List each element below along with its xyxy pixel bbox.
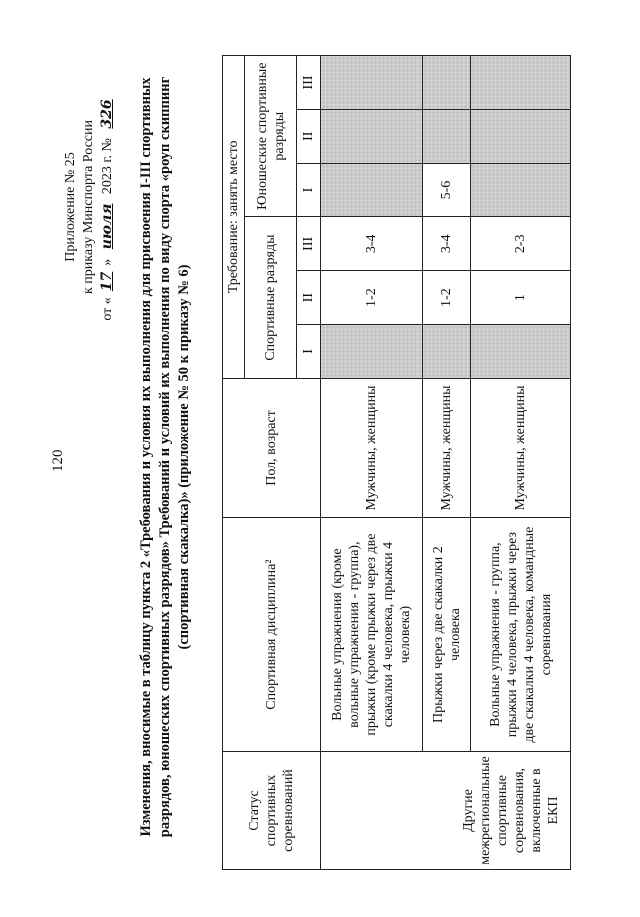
annex-title: Приложение № 25 <box>63 152 78 262</box>
value-cell <box>321 163 423 217</box>
header-status: Статус спортивных соревнований <box>223 752 321 870</box>
discipline-cell: Прыжки через две скакалки 2 человека <box>423 518 471 752</box>
header-rank-iii: III <box>297 217 321 271</box>
handwritten-day: 17 <box>99 271 115 292</box>
annex-header <box>62 57 117 357</box>
header-rank-ii: II <box>297 271 321 325</box>
header-row-1 <box>223 56 245 870</box>
value-cell: 3-4 <box>423 217 471 271</box>
annex-date-line <box>98 57 117 357</box>
date-prefix: от « <box>100 297 115 321</box>
value-cell <box>471 163 571 217</box>
header-discipline: Спортивная дисциплина² <box>223 518 321 752</box>
gender-cell: Мужчины, женщины <box>471 378 571 517</box>
value-cell: 1 <box>471 271 571 325</box>
date-mid: » <box>100 258 115 266</box>
header-youth-rank-ii: II <box>297 109 321 163</box>
page-number: 120 <box>50 449 66 472</box>
header-youth-ranks: Юношеские спортивные разряды <box>245 56 297 217</box>
annex-order-ref: к приказу Минспорта России <box>81 120 96 294</box>
document-title: Изменения, вносимые в таблицу пункта 2 «Требования и условия их выполнения для присвоения I-III спортивных разрядов, юношеских спортивных разрядов» Требований и условий их выполнения по виду спорта «роуп скиппинг (спортивная скакалка)» (приложение № 50 к приказу № 6) <box>138 76 192 838</box>
value-cell <box>423 56 471 110</box>
value-cell <box>423 109 471 163</box>
value-cell: 5-6 <box>423 163 471 217</box>
gender-cell: Мужчины, женщины <box>423 378 471 517</box>
discipline-cell: Вольные упражнения (кроме вольные упражнения - группа), прыжки (кроме прыжки через две скакалки 4 человека, прыжки 4 человека) <box>321 518 423 752</box>
value-cell <box>423 325 471 379</box>
value-cell <box>471 109 571 163</box>
header-requirement: Требование: занять место <box>223 56 245 379</box>
header-youth-rank-iii: III <box>297 56 321 110</box>
value-cell <box>321 325 423 379</box>
handwritten-order-number: 326 <box>99 99 115 129</box>
value-cell: 1-2 <box>423 271 471 325</box>
status-cell: Другие межрегиональные спортивные соревнования, включенные в ЕКП <box>321 752 571 870</box>
year-text: 2023 г. № <box>100 138 115 195</box>
value-cell: 2-3 <box>471 217 571 271</box>
value-cell: 1-2 <box>321 271 423 325</box>
value-cell <box>471 325 571 379</box>
handwritten-month: июля <box>99 203 115 250</box>
header-rank-i: I <box>297 325 321 379</box>
header-sport-ranks: Спортивные разряды <box>245 217 297 378</box>
header-gender-age: Пол, возраст <box>223 378 321 517</box>
value-cell <box>321 109 423 163</box>
value-cell <box>321 56 423 110</box>
table-row <box>423 56 471 870</box>
value-cell: 3-4 <box>321 217 423 271</box>
table-row <box>321 56 423 870</box>
discipline-cell: Вольные упражнения - группа, прыжки 4 человека, прыжки через две скакалки 4 человека, командные соревнования <box>471 518 571 752</box>
gender-cell: Мужчины, женщины <box>321 378 423 517</box>
requirements-table <box>222 55 571 870</box>
value-cell <box>471 56 571 110</box>
header-youth-rank-i: I <box>297 163 321 217</box>
table-row <box>471 56 571 870</box>
